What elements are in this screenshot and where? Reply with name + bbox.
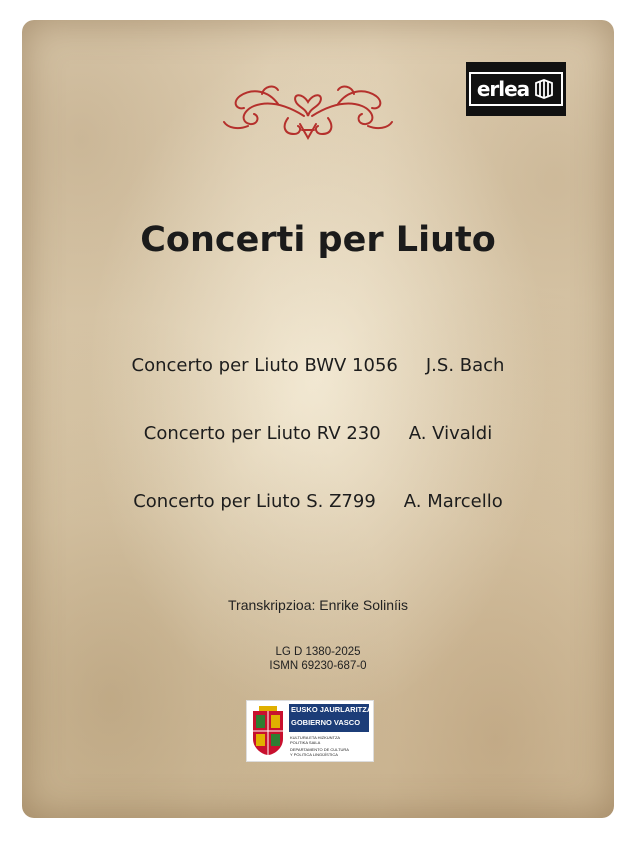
accordion-icon (533, 78, 555, 100)
work-row-1 (22, 355, 614, 376)
basque-government-logo (246, 700, 374, 762)
erlea-logo-text: erlea (476, 77, 530, 101)
work-composer: J.S. Bach (425, 355, 505, 376)
transcription-credit: Transkripzioa: Enrike Soliníis (228, 597, 408, 613)
work-piece: Concerto per Liuto S. Z799 (133, 491, 376, 512)
gov-name-basque: EUSKO JAURLARITZA (291, 705, 373, 714)
ornament-flourish-icon (218, 76, 398, 142)
gov-name-spanish: GOBIERNO VASCO (291, 718, 361, 727)
legal-info (22, 645, 614, 673)
erlea-logo (466, 62, 566, 116)
work-row-2 (22, 423, 614, 444)
gov-dept-spanish: DEPARTAMENTO DE CULTURA Y POLITICA LINGÜÍSTICA (290, 747, 349, 757)
ismn-number: ISMN 69230-687-0 (269, 660, 367, 672)
work-piece: Concerto per Liuto RV 230 (143, 423, 381, 444)
cover-page (22, 20, 614, 818)
legal-deposit: LG D 1380-2025 (275, 646, 361, 658)
coat-of-arms-icon (251, 705, 285, 757)
work-composer: A. Vivaldi (408, 423, 493, 444)
work-row-3 (22, 491, 614, 512)
gov-dept-basque: KULTURA ETA HIZKUNTZA POLITIKA SAILA (290, 735, 341, 745)
work-composer: A. Marcello (403, 491, 503, 512)
page-title: Concerti per Liuto (140, 220, 496, 260)
work-piece: Concerto per Liuto BWV 1056 (131, 355, 398, 376)
